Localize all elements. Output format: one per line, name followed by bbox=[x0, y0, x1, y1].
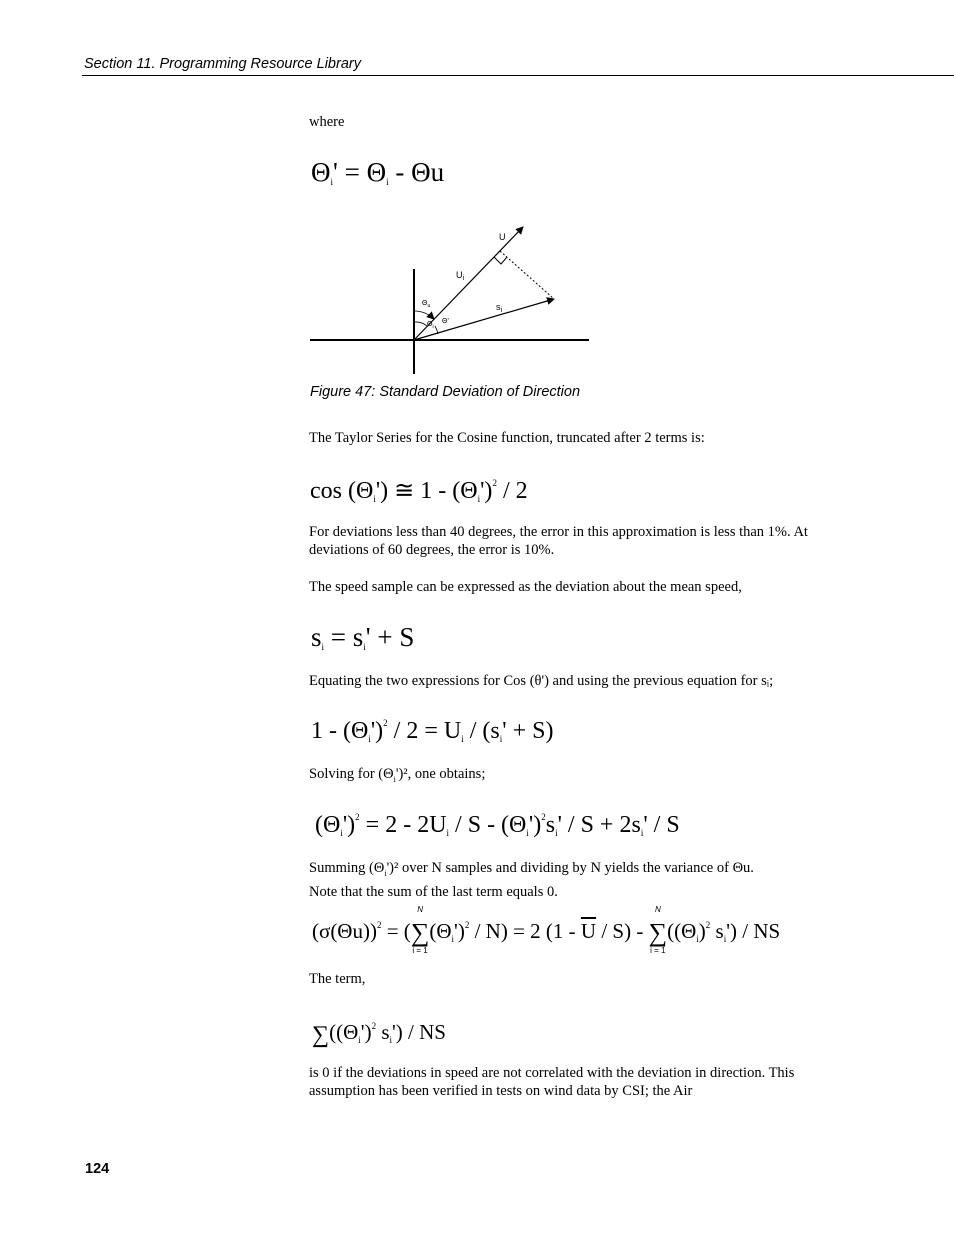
solving-post: ')², one obtains; bbox=[395, 766, 486, 782]
right-angle-marker bbox=[494, 257, 507, 264]
solving-pre: Solving for (Θ bbox=[309, 766, 394, 782]
sum-2-lower: i = 1 bbox=[650, 946, 666, 955]
summing-pre: Summing (Θ bbox=[309, 860, 385, 876]
paragraph-deviation-error: For deviations less than 40 degrees, the error in this approximation is less than 1%. At deviations of 60 degrees, the error is 10%. bbox=[309, 524, 808, 558]
equation-term: $\sum((\Theta_i')^2$ $s_i'$) / NS bbox=[312, 1020, 446, 1048]
label-ui bbox=[456, 270, 465, 282]
label-si bbox=[496, 302, 503, 314]
paragraph-taylor: The Taylor Series for the Cosine function, truncated after 2 terms is: bbox=[309, 430, 705, 446]
figure-caption: Figure 47: Standard Deviation of Direction bbox=[310, 384, 581, 400]
angle-arc-theta-i bbox=[414, 322, 427, 326]
sample-vector-ui bbox=[414, 299, 554, 340]
paragraph-equating: Equating the two expressions for Cos (θ') and using the previous equation for sᵢ; bbox=[309, 673, 774, 689]
equation-theta-prime: $\Theta_i' = \Theta_i - \Theta u$ bbox=[311, 157, 445, 187]
equation-solved: $(\Theta_i')^2 = 2 - 2U_i / S - (\Theta_i')^2s_i' / S + 2s_i' / S$ bbox=[315, 812, 680, 838]
label-theta-i-main: Θ bbox=[427, 321, 433, 328]
sum-symbol-1: N ∑ i = 1 bbox=[410, 905, 430, 955]
solving-sub: i bbox=[393, 774, 396, 784]
figure-standard-deviation-direction bbox=[300, 216, 600, 381]
sum-symbol-2: N ∑ i = 1 bbox=[648, 905, 668, 955]
label-si-sub: i bbox=[500, 307, 503, 314]
label-theta-u-main: Θ bbox=[422, 300, 428, 307]
paragraph-the-term: The term, bbox=[309, 971, 366, 987]
header-rule bbox=[82, 75, 954, 76]
sum-1-upper: N bbox=[417, 905, 423, 914]
equation-speed-deviation: $s_i = s_i' + S$ bbox=[311, 622, 415, 652]
paragraph-where: where bbox=[309, 114, 345, 130]
label-theta-i bbox=[427, 321, 434, 330]
label-ui-main: U bbox=[456, 270, 463, 280]
page-number: 124 bbox=[85, 1161, 110, 1177]
summing-note: Note that the sum of the last term equals 0. bbox=[309, 883, 558, 900]
summing-post: ')² over N samples and dividing by N yields the variance of Θu. bbox=[386, 860, 754, 876]
label-theta-u bbox=[422, 300, 430, 309]
sum-1-lower: i = 1 bbox=[412, 946, 428, 955]
perpendicular-si bbox=[500, 251, 554, 299]
paragraph-speed-sample: The speed sample can be expressed as the deviation about the mean speed, bbox=[309, 579, 742, 595]
section-title: Section 11. Programming Resource Library bbox=[84, 56, 361, 72]
label-si-main: s bbox=[496, 302, 501, 312]
paragraph-conclusion: is 0 if the deviations in speed are not correlated with the deviation in direction. This assumption has been verified in tests on wind data by CSI; the Air bbox=[309, 1065, 795, 1099]
sum-2-upper: N bbox=[654, 905, 661, 914]
equation-variance: $(\sigma(\Theta u))^2$ = ( N ∑ i = 1 $(\Theta_i')^2 / N) = 2$ $(1 - \overline{U} / S)$ - N ∑ i = 1 ($(\Theta_i)^2$ $s_i'$) / NS bbox=[312, 905, 781, 955]
label-theta-i-sub: i bbox=[432, 324, 434, 330]
paragraph-solving bbox=[309, 765, 829, 789]
equation-cos-approximation: $\cos (\Theta_i')$ ≅ $1 - (\Theta_i')^2 / 2$ bbox=[310, 478, 528, 504]
label-u: U bbox=[499, 232, 506, 242]
angle-arc-theta-u bbox=[414, 311, 434, 319]
equation-equated: $1 - (\Theta_i')^2 / 2 = U_i / (s_i' + S)$ bbox=[311, 718, 554, 744]
paragraph-summing bbox=[309, 859, 829, 901]
label-theta-u-sub: u bbox=[427, 303, 431, 309]
vector-diagram bbox=[300, 216, 600, 381]
label-ui-sub: i bbox=[462, 275, 465, 282]
summing-sub: i bbox=[384, 868, 387, 878]
label-theta-prime: Θ' bbox=[442, 318, 449, 325]
